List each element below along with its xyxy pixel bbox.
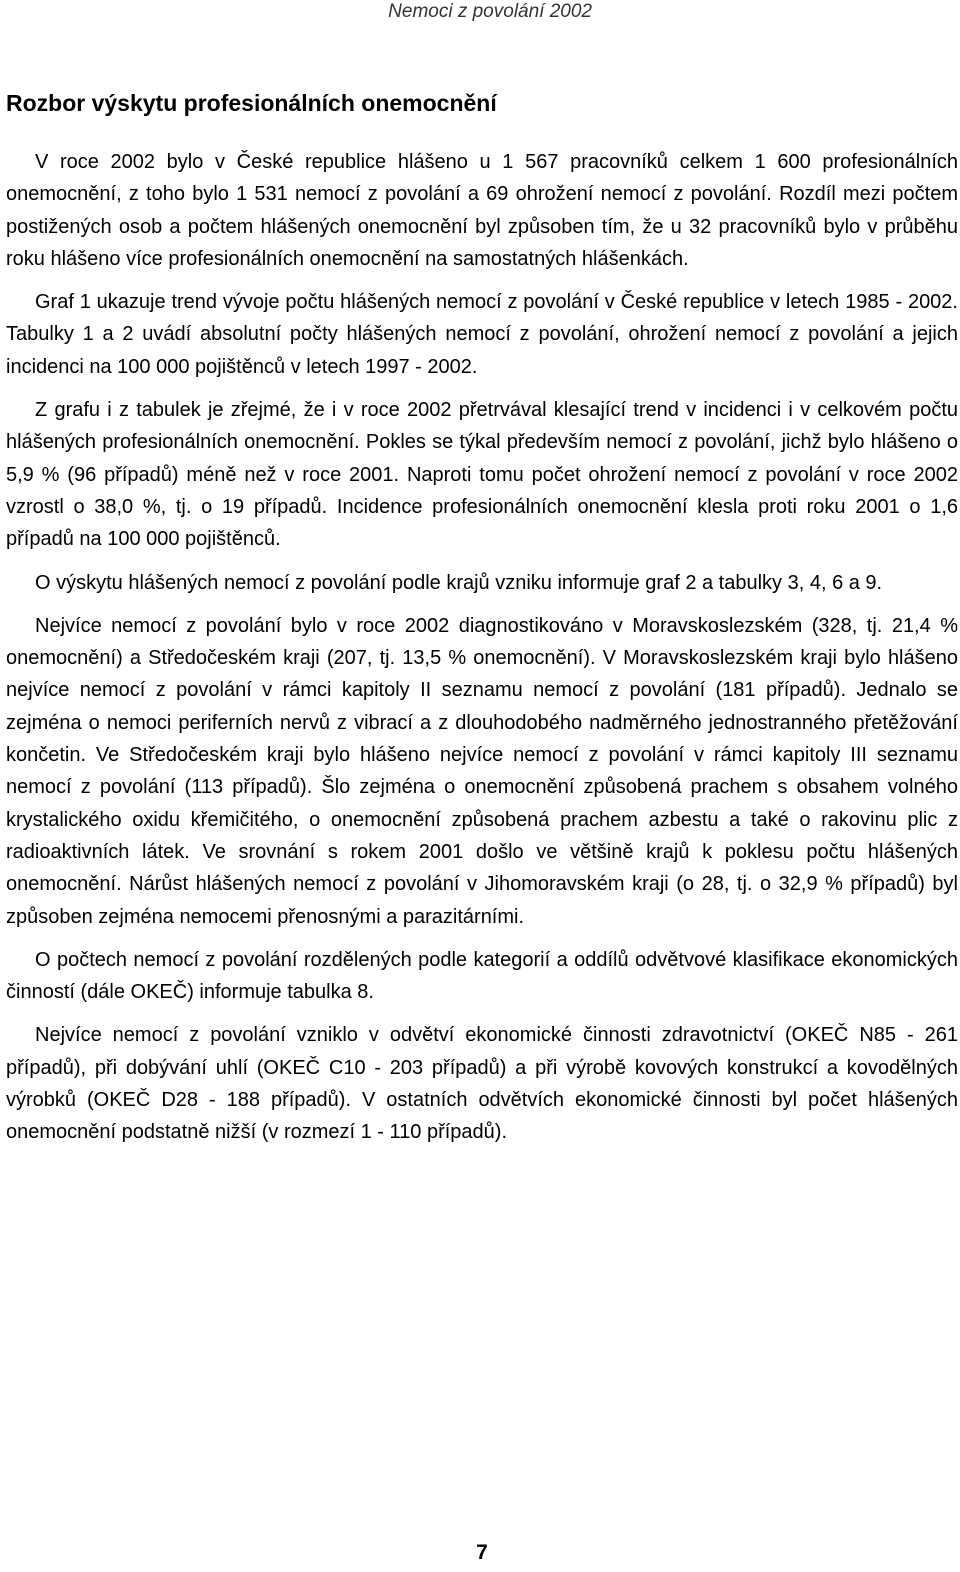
section-title: Rozbor výskytu profesionálních onemocnění: [6, 90, 497, 116]
paragraph-okec: Nejvíce nemocí z povolání vzniklo v odvětví ekonomické činnosti zdravotnictví (OKEČ N85 - 261 případů), při dobývání uhlí (OKEČ C10 - 203 případů) a při výrobě kovových konstrukcí a kovodělných výrobků (OKEČ D28 - 188 případů). V ostatních odvětvích ekonomické činnosti byl počet hlášených onemocnění podstatně nižší (v rozmezí 1 - 110 případů).: [6, 1024, 958, 1144]
running-header: Nemoci z povolání 2002: [388, 1, 592, 22]
paragraph-regions: Nejvíce nemocí z povolání bylo v roce 2002 diagnostikováno v Moravskoslezském (328, tj. 21,4 % onemocnění) a Středočeském kraji (207, tj. 13,5 % onemocnění). V Moravskoslezském kraji bylo hlášeno nejvíce nemocí z povolání v rámci kapitoly II seznamu nemocí z povolání (181 případů). Jednalo se zejména o nemoci periferních nervů z vibrací a z dlouhodobého nadměrného jednostranného přetěžování končetin. Ve Středočeském kraji bylo hlášeno nejvíce nemocí z povolání v rámci kapitoly III seznamu nemocí z povolání (113 případů). Šlo zejména o onemocnění způsobená prachem s obsahem volného krystalického oxidu křemičitého, o onemocnění způsobená prachem azbestu a také o rakovinu plic z radioaktivních látek. Ve srovnání s rokem 2001 došlo ve většině krajů k poklesu počtu hlášených onemocnění. Nárůst hlášených nemocí z povolání v Jihomoravském kraji (o 28, tj. o 32,9 % případů) byl způsoben zejména nemocemi přenosnými a parazitárními.: [6, 614, 958, 928]
page-number-label: 7: [476, 1541, 488, 1564]
paragraph-okec-ref: O počtech nemocí z povolání rozdělených podle kategorií a oddílů odvětvové klasifikace ekonomických činností (dále OKEČ) informuje tabulka 8.: [6, 948, 958, 1004]
paragraph-regions-ref: O výskytu hlášených nemocí z povolání podle krajů vzniku informuje graf 2 a tabulky 3, 4, 6 a 9.: [35, 571, 883, 594]
body-text: [6, 146, 958, 1160]
paragraph-graph-1: Graf 1 ukazuje trend vývoje počtu hlášených nemocí z povolání v České republice v letech 1985 - 2002. Tabulky 1 a 2 uvádí absolutní počty hlášených nemocí z povolání, ohrožení nemocí z povolání a jejich incidenci na 100 000 pojištěnců v letech 1997 - 2002.: [6, 291, 958, 378]
paragraph-trend: Z grafu i z tabulek je zřejmé, že i v roce 2002 přetrvával klesající trend v incidenci i v celkovém počtu hlášených profesionálních onemocnění. Pokles se týkal především nemocí z povolání, jichž bylo hlášeno o 5,9 % (96 případů) méně než v roce 2001. Naproti tomu počet ohrožení nemocí z povolání v roce 2002 vzrostl o 38,0 %, tj. o 19 případů. Incidence profesionálních onemocnění klesla proti roku 2001 o 1,6 případů na 100 000 pojištěnců.: [6, 399, 958, 551]
page-number: [0, 1540, 960, 1566]
paragraph-overview: V roce 2002 bylo v České republice hlášeno u 1 567 pracovníků celkem 1 600 profesionálních onemocnění, z toho bylo 1 531 nemocí z povolání a 69 ohrožení nemocí z povolání. Rozdíl mezi počtem postižených osob a počtem hlášených onemocnění byl způsoben tím, že u 32 pracovníků bylo v průběhu roku hlášeno více profesionálních onemocnění na samostatných hlášenkách.: [6, 151, 958, 270]
